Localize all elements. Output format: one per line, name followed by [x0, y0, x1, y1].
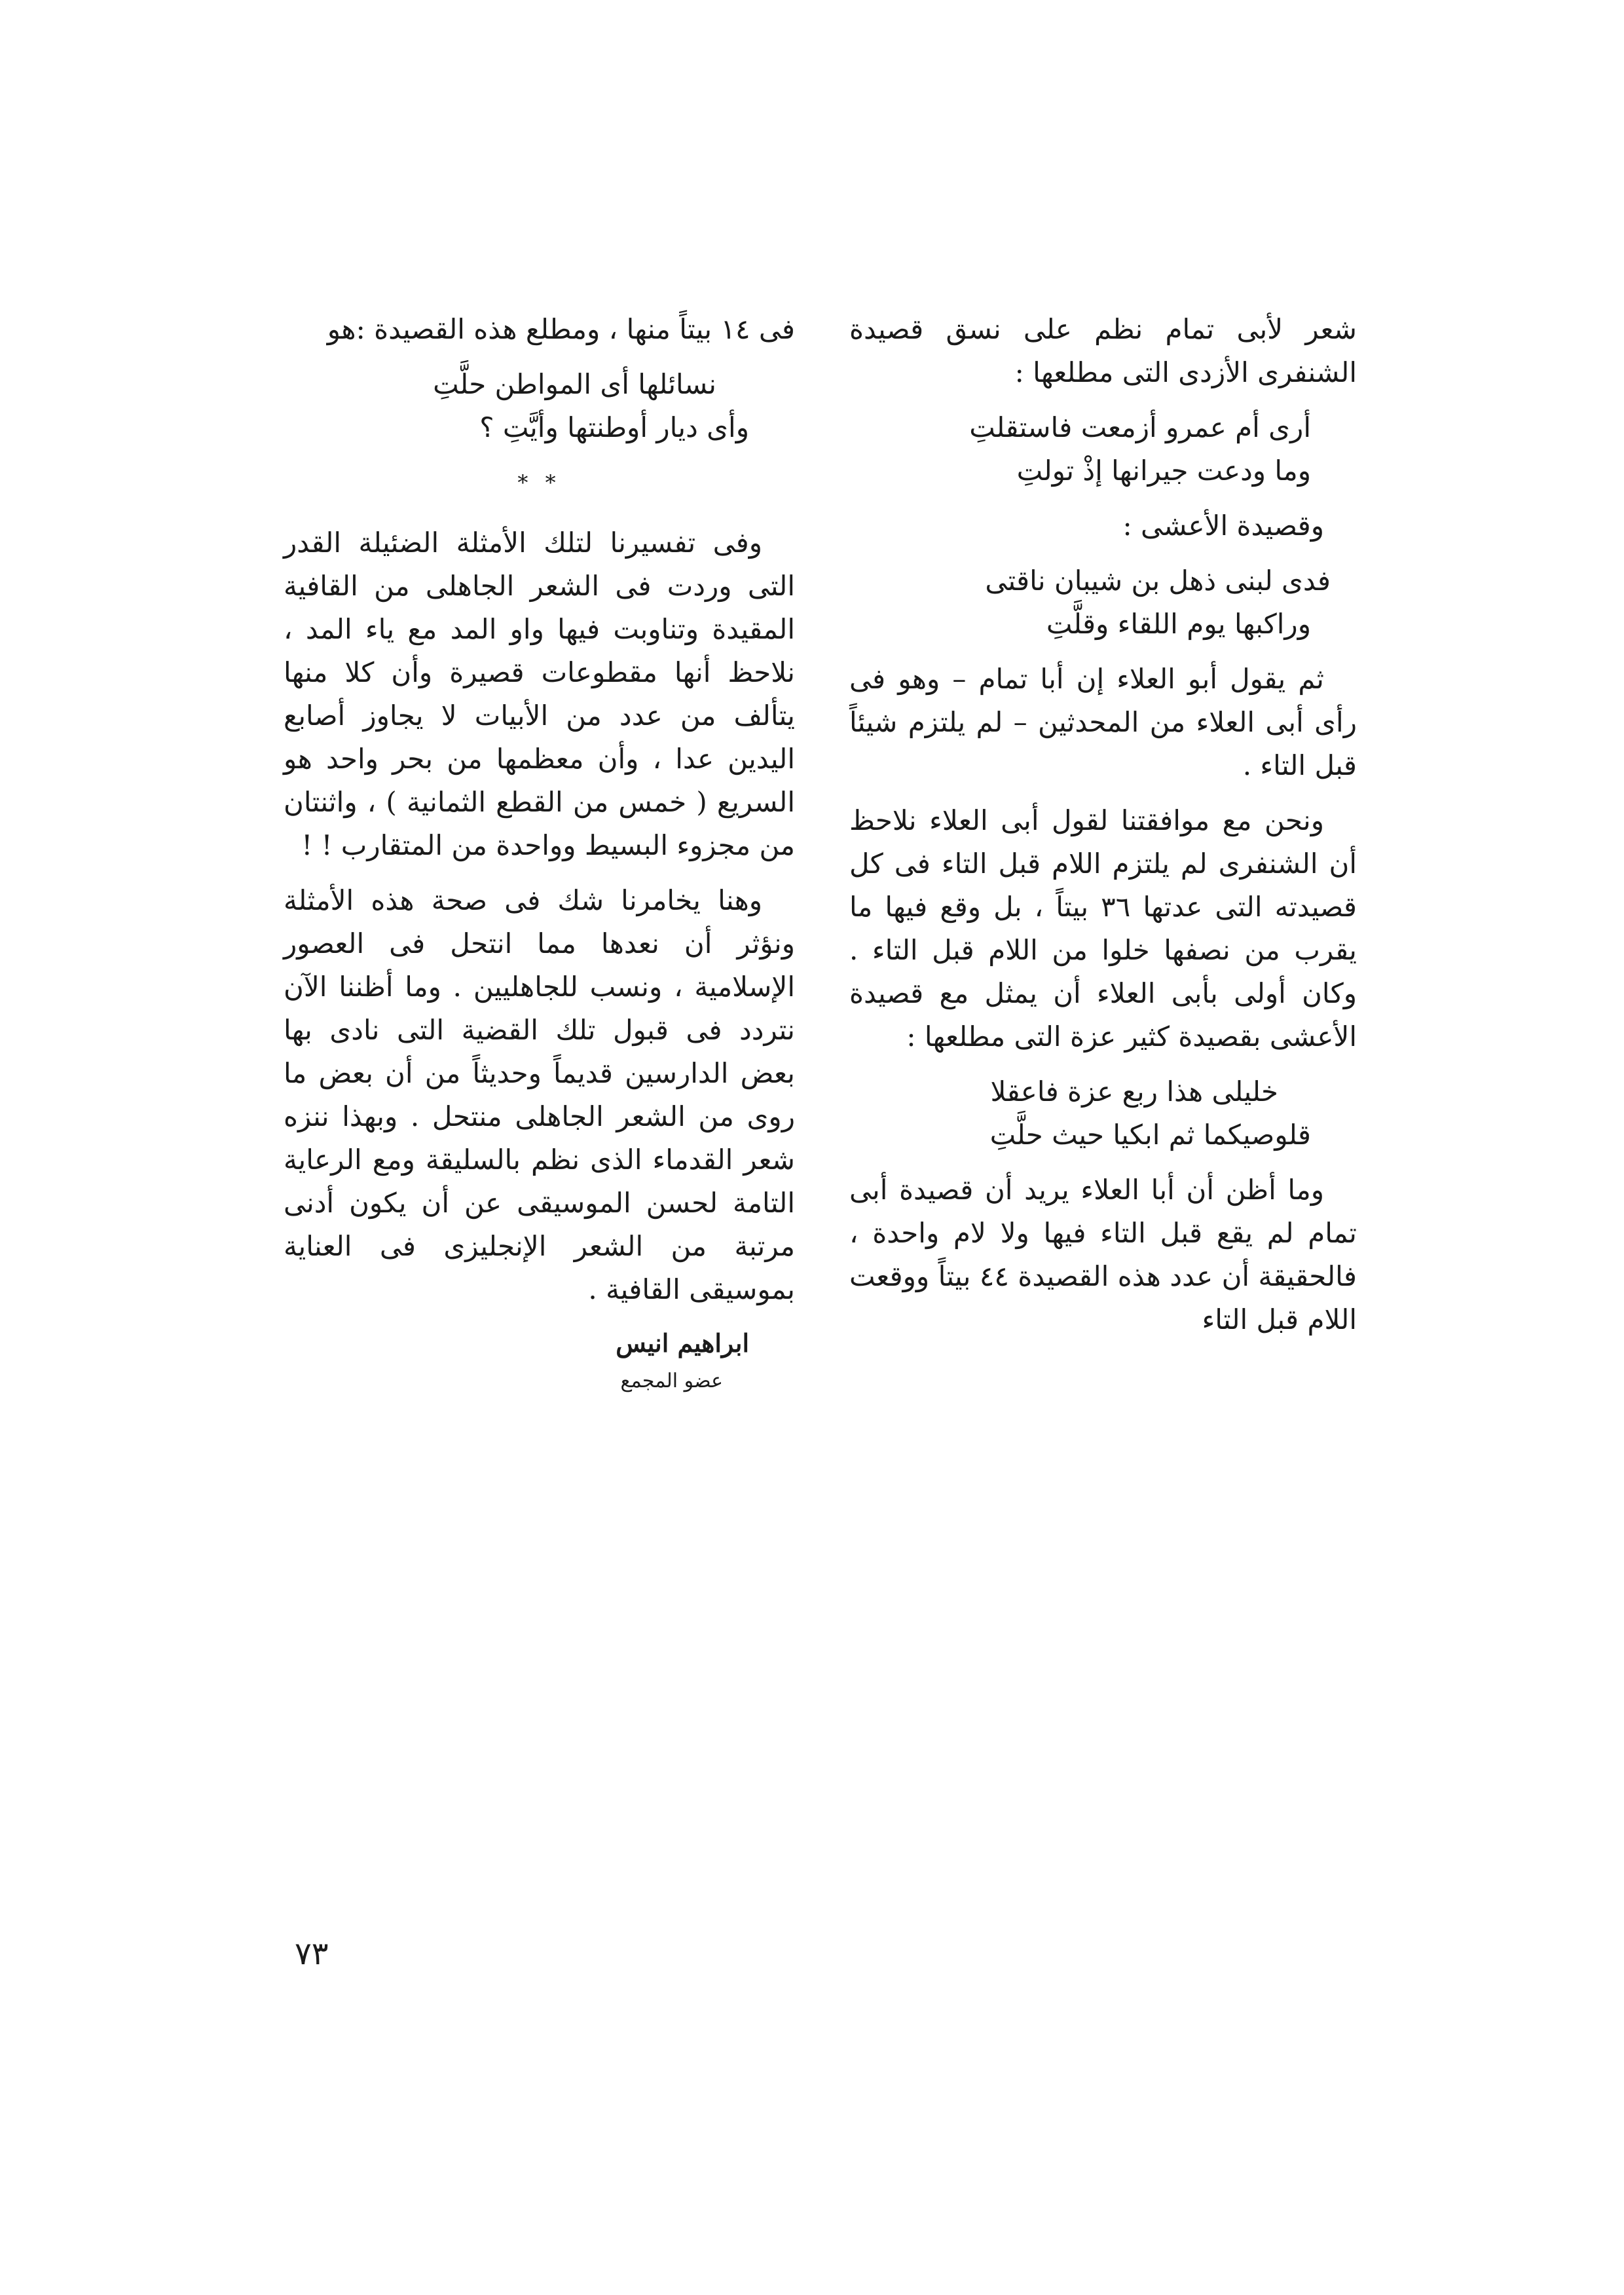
- section-divider: * *: [517, 470, 561, 495]
- paragraph: وما أظن أن أبا العلاء يريد أن قصيدة أبى تمام لم يقع قبل التاء فيها ولا لام واحدة ، فالحقيقة أن عدد هذه القصيدة ٤٤ بيتاً ووقعت اللام قبل التاء: [849, 1174, 1357, 1335]
- paragraph: شعر لأبى تمام نظم على نسق قصيدة الشنفرى الأزدى التى مطلعها :: [849, 313, 1357, 388]
- author-name: ابراهيم انيس: [616, 1328, 749, 1358]
- paragraph: ثم يقول أبو العلاء إن أبا تمام – وهو فى رأى أبى العلاء من المحدثين – لم يلتزم شيئاً قبل التاء .: [849, 663, 1357, 781]
- paragraph: وهنا يخامرنا شك فى صحة هذه الأمثلة ونؤثر أن نعدها مما انتحل فى العصور الإسلامية ، ونسب للجاهليين . وما أظننا الآن نتردد فى قبول تلك القضية التى نادى بها بعض الدارسين قديماً وحديثاً من أن بعض ما روى من الشعر الجاهلى منتحل . وبهذا ننزه شعر القدماء الذى نظم بالسليقة ومع الرعاية التامة لحسن الموسيقى عن أن يكون أدنى مرتبة من الشعر الإنجليزى فى العناية بموسيقى القافية .: [284, 884, 795, 1305]
- verse-line: خليلى هذا ربع عزة فاعقلا: [990, 1075, 1278, 1108]
- paragraph: فى ١٤ بيتاً منها ، ومطلع هذه القصيدة :هو: [327, 313, 795, 345]
- verse-block: [849, 559, 1357, 646]
- paragraph: وقصيدة الأعشى :: [1122, 510, 1324, 542]
- verse-line: أرى أم عمرو أزمعت فاستقلتِ: [969, 411, 1311, 443]
- page-number: ٧٣: [295, 1935, 329, 1972]
- author-title: عضو المجمع: [620, 1370, 723, 1392]
- verse-block: [284, 363, 795, 449]
- left-column: [284, 308, 795, 1399]
- paragraph: وفى تفسيرنا لتلك الأمثلة الضئيلة القدر التى وردت فى الشعر الجاهلى من القافية المقيدة وتناوبت فيها واو المد مع ياء المد ، نلاحظ أنها مقطوعات قصيرة وأن كلا منها يتألف من عدد من الأبيات لا يجاوز أصابع اليدين عدا ، وأن معظمها من بحر واحد هو السريع ( خمس من القطع الثمانية ) ، واثنتان من مجزوء البسيط وواحدة من المتقارب ! !: [284, 527, 795, 861]
- paragraph: ونحن مع موافقتنا لقول أبى العلاء نلاحظ أن الشنفرى لم يلتزم اللام قبل التاء فى كل قصيدته التى عدتها ٣٦ بيتاً ، بل وقع فيها ما يقرب من نصفها خلوا من اللام قبل التاء . وكان أولى بأبى العلاء أن يمثل مع قصيدة الأعشى بقصيدة كثير عزة التى مطلعها :: [849, 804, 1357, 1053]
- right-column: [849, 308, 1357, 1353]
- verse-line: قلوصيكما ثم ابكيا حيث حلَّتِ: [989, 1119, 1311, 1151]
- verse-block: [849, 1070, 1357, 1157]
- verse-line: نسائلها أى المواطن حلَّتِ: [433, 368, 716, 400]
- verse-line: فدى لبنى ذهل بن شيبان ناقتى: [985, 565, 1331, 597]
- verse-line: وأى ديار أوطنتها وأيَّتِ ؟: [479, 411, 749, 443]
- verse-line: وراكبها يوم اللقاء وقلَّتِ: [1046, 608, 1311, 640]
- verse-block: [849, 406, 1357, 493]
- verse-line: وما ودعت جيرانها إذْ تولتِ: [1016, 455, 1311, 487]
